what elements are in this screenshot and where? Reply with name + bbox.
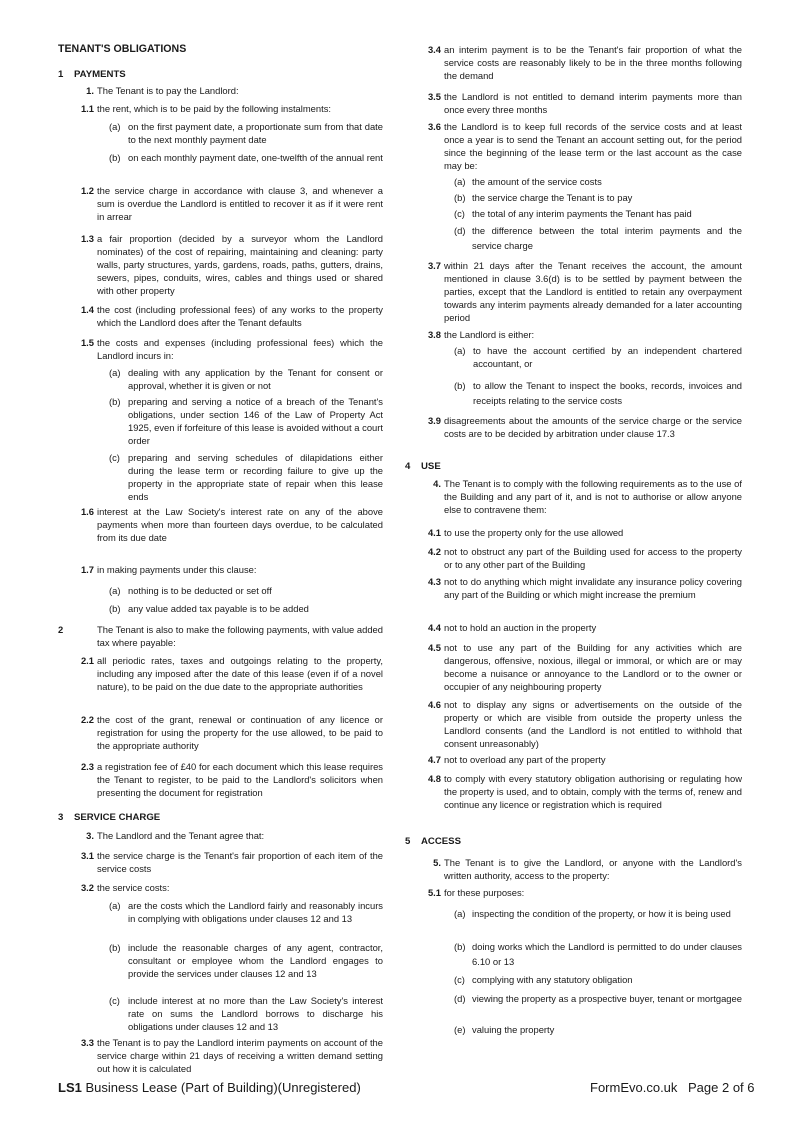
section-heading-payments: 1 PAYMENTS bbox=[58, 69, 126, 80]
footer-page-number: Page 2 of 6 bbox=[688, 1080, 755, 1095]
section-heading-access: 5 ACCESS bbox=[405, 836, 461, 847]
footer-form-code: LS1 bbox=[58, 1080, 82, 1095]
footer-site: FormEvo.co.uk bbox=[590, 1080, 678, 1095]
footer-form-name: Business Lease (Part of Building)(Unregistered) bbox=[85, 1080, 361, 1095]
section-heading-use: 4 USE bbox=[405, 461, 441, 472]
section-heading-service-charge: 3 SERVICE CHARGE bbox=[58, 812, 161, 823]
footer-form-title bbox=[58, 1080, 361, 1096]
page-title: TENANT'S OBLIGATIONS bbox=[58, 43, 187, 55]
